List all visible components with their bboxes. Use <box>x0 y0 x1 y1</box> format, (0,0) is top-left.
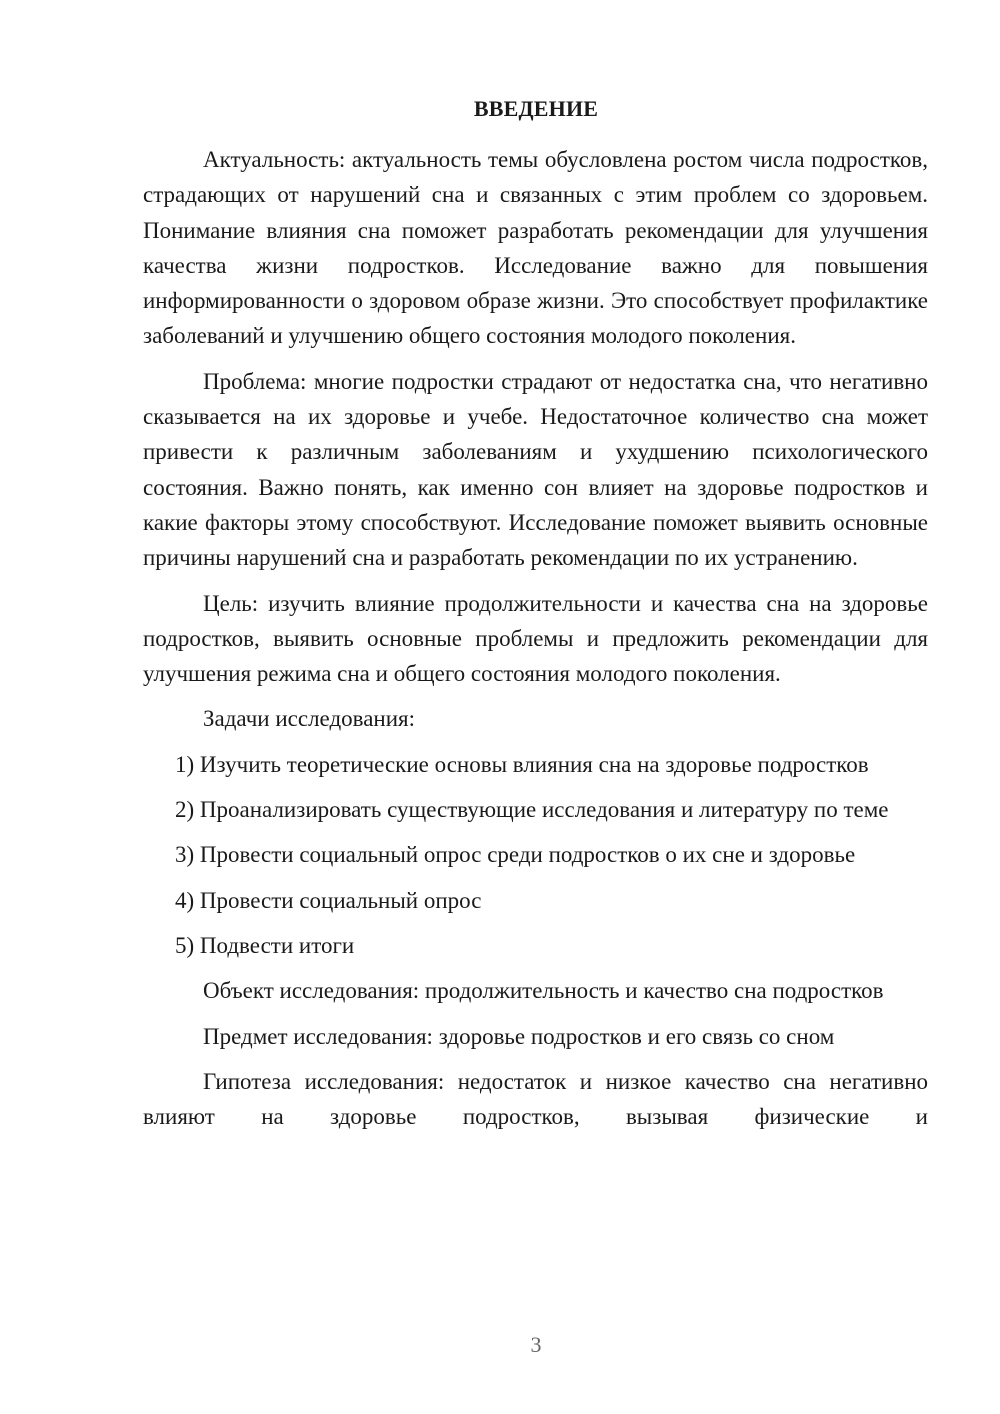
paragraph-problem: Проблема: многие подростки страдают от недостатка сна, что негативно сказывается на их здоровье и учебе. Недостаточное количество сна может привести к различным заболеваниям и ухудшению психологического состояния. Важно понять, как именно сон влияет на здоровье подростков и какие факторы этому способствуют. Исследование поможет выявить основные причины нарушений сна и разработать рекомендации по их устранению. <box>143 368 928 571</box>
task-item-5: 5) Подвести итоги <box>175 932 355 958</box>
paragraph-relevance: Актуальность: актуальность темы обусловлена ростом числа подростков, страдающих от нарушений сна и связанных с этим проблем со здоровьем. Понимание влияния сна поможет разработать рекомендации для улучшения качества жизни подростков. Исследование важно для повышения информированности о здоровом образе жизни. Это способствует профилактике заболеваний и улучшению общего состояния молодого поколения. <box>143 147 928 349</box>
paragraph-hypothesis: Гипотеза исследования: недостаток и низкое качество сна негативно влияют на здоровье подростков, вызывая физические и <box>143 1068 928 1130</box>
paragraph-tasks-heading: Задачи исследования: <box>203 706 416 732</box>
document-body <box>143 142 928 1144</box>
paragraph-goal: Цель: изучить влияние продолжительности и качества сна на здоровье подростков, выявить основные проблемы и предложить рекомендации для улучшения режима сна и общего состояния молодого поколения. <box>143 590 928 687</box>
page-number: 3 <box>530 1332 542 1357</box>
task-item-3: 3) Провести социальный опрос среди подростков о их сне и здоровье <box>175 842 856 868</box>
task-item-1: 1) Изучить теоретические основы влияния сна на здоровье подростков <box>175 751 869 777</box>
task-item-4: 4) Провести социальный опрос <box>175 887 482 913</box>
task-item-2: 2) Проанализировать существующие исследования и литературу по теме <box>175 797 889 823</box>
paragraph-object: Объект исследования: продолжительность и качество сна подростков <box>203 978 884 1004</box>
paragraph-subject: Предмет исследования: здоровье подростков и его связь со сном <box>203 1023 835 1049</box>
page-title: ВВЕДЕНИЕ <box>473 96 599 121</box>
